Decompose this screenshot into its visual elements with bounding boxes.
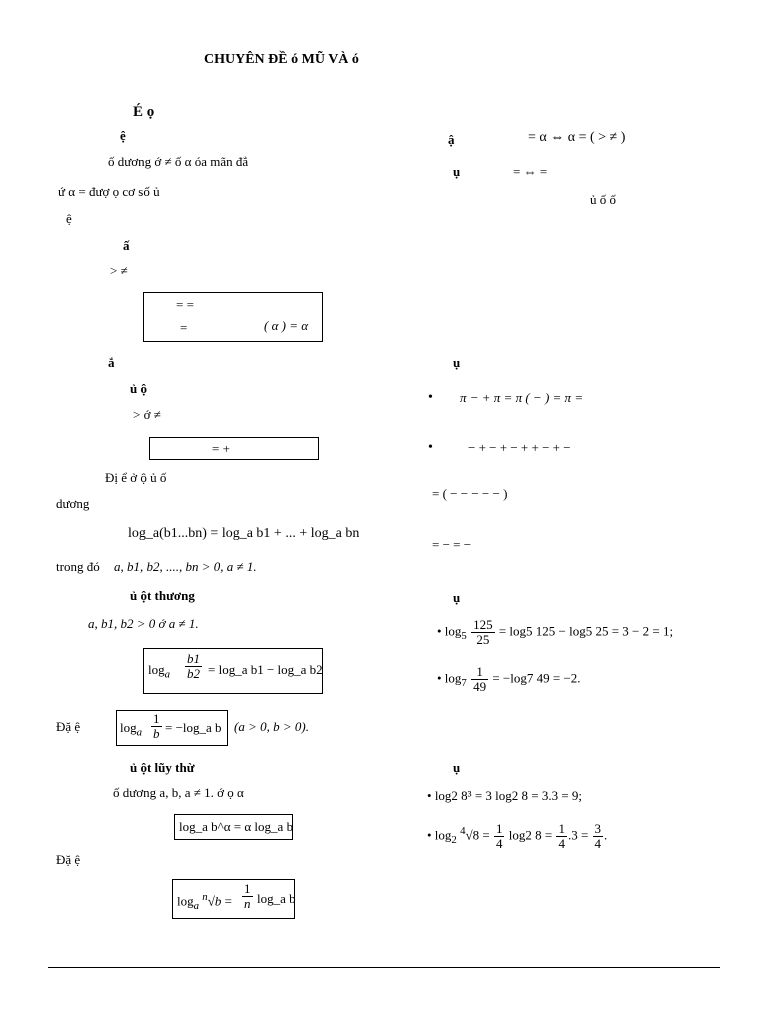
example-label-1: ụ <box>453 164 461 179</box>
rule-3-heading: ủ ột lũy thừ <box>130 760 195 775</box>
formula-box-2-text: = + <box>212 441 230 456</box>
paragraph-line-1: Đị ể ở ộ ủ ố <box>105 470 167 485</box>
bullet-icon: • <box>428 390 433 405</box>
example-2-line-2: − + − + − + + − + − <box>468 440 571 455</box>
quotient-rhs: = log_a b1 − log_a b2 <box>208 662 323 677</box>
paragraph-line-2: dương <box>56 496 90 511</box>
example-note-1: ủ ố ố <box>590 192 616 207</box>
definition-line-3: ệ <box>66 211 72 226</box>
example-2-line-3: = ( − − − − − ) <box>432 486 508 501</box>
subheading-2: ấ <box>123 238 130 253</box>
formula-box-2 <box>149 437 319 460</box>
dac-biet-2-label: Đặ ệ <box>56 852 81 867</box>
formula-box-quotient <box>143 648 323 694</box>
reciprocal-condition: (a > 0, b > 0). <box>234 719 309 734</box>
quotient-fraction: $\frac{b1}{b2}$ <box>187 651 200 681</box>
condition-sum: a, b1, b2, ...., bn > 0, a ≠ 1. <box>114 559 257 574</box>
example-2-line-1: π − + π = π ( − ) = π = <box>460 390 584 405</box>
trong-do-label: trong đó <box>56 559 100 574</box>
formula-box-1-row-2: = <box>180 320 188 335</box>
example-4-line-2: • $\log_2 ^4√8$ = $\frac{1}{4}$ log2 8 = $\frac{1}{4}$ .3 = $\frac{3}{4}$ . <box>427 821 608 851</box>
remark-formula: = α ⇔ α = ( > ≠ ) <box>528 130 626 145</box>
root-fraction: $\frac{1}{n}$ <box>244 881 251 911</box>
reciprocal-rhs: = −log_a b <box>165 720 222 735</box>
condition-1: > ≠ <box>110 263 128 278</box>
example-3-line-1: • $\log_5$ $\frac{125}{25}$ = log5 125 − log5 25 = 3 − 2 = 1; <box>437 617 674 647</box>
root-log-label: $\log_a ^n√b$ = <box>177 891 232 912</box>
dac-biet-1-label: Đặ ệ <box>56 719 81 734</box>
formula-box-power <box>174 814 293 840</box>
condition-4: ố dương a, b, a ≠ 1. ớ ọ α <box>113 785 244 800</box>
example-label-2: ụ <box>453 355 461 370</box>
bullet-icon: • <box>428 440 433 455</box>
example-4-line-1: • log2 8³ = 3 log2 8 = 3.3 = 9; <box>427 788 583 803</box>
footer-divider <box>48 967 720 968</box>
example-2-line-4: = − = − <box>432 537 472 552</box>
example-formula-1: = ⇔ = <box>513 164 548 179</box>
condition-2: > ớ ≠ <box>133 407 161 422</box>
formula-box-root <box>172 879 295 919</box>
example-label-3: ụ <box>453 590 461 605</box>
remark-label: ậ <box>448 132 455 147</box>
condition-3: a, b1, b2 > 0 ớ a ≠ 1. <box>88 616 199 631</box>
formula-log-product: log_a(b1...bn) = log_a b1 + ... + log_a bn <box>128 526 360 541</box>
section-1-heading: É ọ <box>133 104 155 120</box>
page-title: CHUYÊN ĐỀ ó MŨ VÀ ó <box>204 52 359 67</box>
quotient-log-label: $\log_a$ <box>148 662 171 681</box>
formula-box-reciprocal <box>116 710 228 746</box>
rule-1-heading: ủ ộ <box>130 381 147 396</box>
example-3-line-2: • $\log_7$ $\frac{1}{49}$ = −log7 49 = −2. <box>437 664 581 694</box>
rule-2-heading: ủ ột thương <box>130 588 195 603</box>
formula-box-1-row-1: = = <box>176 297 194 312</box>
power-formula: log_a b^α = α log_a b <box>179 819 294 834</box>
example-label-4: ụ <box>453 760 461 775</box>
definition-line-2: ứ α = đượ ọ cơ số ủ <box>58 184 160 199</box>
formula-box-1 <box>143 292 323 342</box>
section-2-heading: ắ <box>108 355 115 370</box>
root-rhs: log_a b <box>257 891 296 906</box>
reciprocal-fraction: $\frac{1}{b}$ <box>153 711 160 741</box>
reciprocal-log-label: $\log_a$ <box>120 720 143 739</box>
definition-line-1: ố dương ớ ≠ ố α óa mãn đẳ <box>108 154 249 169</box>
formula-box-1-row-2b: ( α ) = α <box>264 318 309 333</box>
section-1-subheading: ệ <box>120 128 126 143</box>
